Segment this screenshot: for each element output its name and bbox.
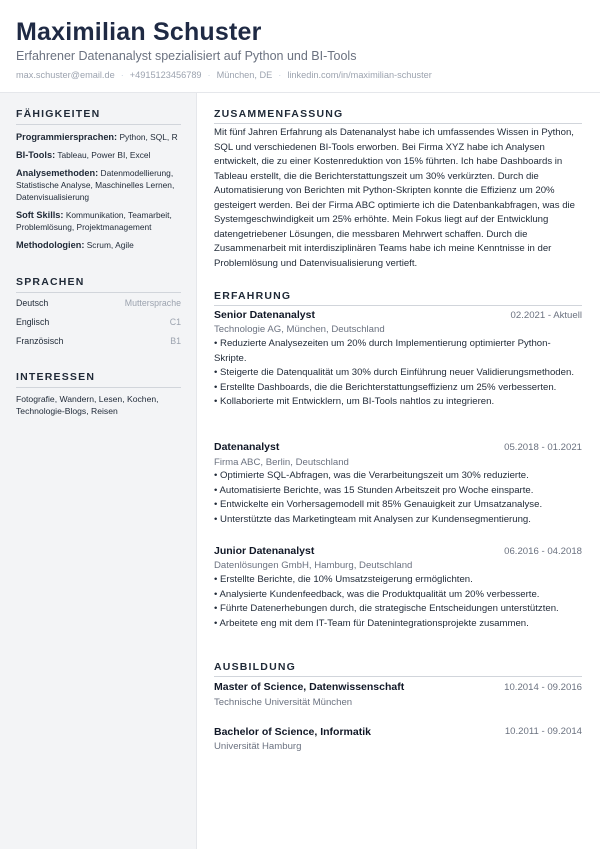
list-item: • Reduzierte Analysezeiten um 20% durch Implementierung optimierter Python-Skripte. <box>214 337 582 366</box>
skill-label: BI-Tools: <box>16 150 56 160</box>
school-name: Universität Hamburg <box>214 741 302 752</box>
sidebar <box>0 93 197 849</box>
list-item: • Steigerte die Datenqualität um 30% durch Einführung neuer Validierungsmethoden. <box>214 366 582 381</box>
divider <box>214 305 582 306</box>
candidate-subtitle: Erfahrener Datenanalyst spezialisiert auf Python und BI-Tools <box>16 49 357 63</box>
language-level: B1 <box>170 336 181 346</box>
language-row <box>16 336 181 346</box>
experience-title: ERFAHRUNG <box>214 290 292 302</box>
skill-label: Analysemethoden: <box>16 168 99 178</box>
job-title: Junior Datenanalyst <box>214 545 315 557</box>
language-level: C1 <box>169 317 181 327</box>
contact-separator: · <box>207 70 211 80</box>
interests-text: Fotografie, Wandern, Lesen, Kochen, Technologie-Blogs, Reisen <box>16 394 159 416</box>
list-item: • Erstellte Dashboards, die die Berichterstattungseffizienz um 25% verbesserten. <box>214 381 582 396</box>
job-title: Senior Datenanalyst <box>214 309 315 321</box>
job-bullets <box>214 337 582 410</box>
job-date: 05.2018 - 01.2021 <box>504 442 582 453</box>
list-item: • Unterstützte das Marketingteam mit Analysen zur Kundensegmentierung. <box>214 513 582 528</box>
skill-item <box>16 149 186 161</box>
skills-title: FÄHIGKEITEN <box>16 108 101 120</box>
language-level: Muttersprache <box>124 298 181 308</box>
skill-value: Kommunikation, Teamarbeit, Problemlösung, Projektmanagement <box>16 210 172 232</box>
resume-header <box>0 0 600 93</box>
candidate-name: Maximilian Schuster <box>16 18 262 46</box>
school-name: Technische Universität München <box>214 697 353 708</box>
skill-value: Scrum, Agile <box>86 240 134 250</box>
job-company: Datenlösungen GmbH, Hamburg, Deutschland <box>214 560 413 571</box>
contact-separator: · <box>120 70 124 80</box>
list-item: • Führte Datenerhebungen durch, die strategische Entscheidungen unterstützten. <box>214 602 582 617</box>
skill-item <box>16 131 186 143</box>
job-title: Datenanalyst <box>214 441 280 453</box>
list-item: • Analysierte Kundenfeedback, was die Produktqualität um 20% verbesserte. <box>214 588 582 603</box>
job-company: Technologie AG, München, Deutschland <box>214 324 385 335</box>
contact-linkedin[interactable]: linkedin.com/in/maximilian-schuster <box>287 70 432 80</box>
list-item: • Arbeitete eng mit dem IT-Team für Datenintegrationsprojekte zusammen. <box>214 617 582 632</box>
summary-text: Mit fünf Jahren Erfahrung als Datenanalyst habe ich umfassendes Wissen in Python, SQL und verschiedenen BI-Tools erworben. Bei Firma XYZ habe ich Analysen entwickelt, die zu einer Kostenreduktion von 15% führten. Ich habe Dashboards in Tableau erstellt, die die Berichterstattungszeit um 30% verkürzten. Durch die Automatisierung von Berichten mit Python-Skripten konnte die Effizienz um 20% gesteigert werden. Bei der Firma ABC optimierte ich die Datenbankabfragen, was die Systemgeschwindigkeit um 25% erhöhte. Mein Fokus liegt auf der Entwicklung datengetriebener Lösungen, die messbaren Mehrwert schaffen. Durch die Zusammenarbeit mit interdisziplinären Teams habe ich meine Kenntnisse in der Problemlösung und Datenvisualisierung vertieft. <box>214 127 576 269</box>
skill-value: Python, SQL, R <box>119 132 178 142</box>
contact-phone[interactable]: +4915123456789 <box>129 70 202 80</box>
divider <box>214 123 582 124</box>
list-item: • Optimierte SQL-Abfragen, was die Verarbeitungszeit um 30% reduzierte. <box>214 469 582 484</box>
divider <box>16 387 181 388</box>
degree-title: Bachelor of Science, Informatik <box>214 726 371 738</box>
divider <box>16 124 181 125</box>
contact-email[interactable]: max.schuster@email.de <box>16 70 115 80</box>
contact-line <box>16 70 432 80</box>
degree-date: 10.2011 - 09.2014 <box>504 726 582 737</box>
divider <box>16 292 181 293</box>
contact-location: München, DE <box>216 70 273 80</box>
job-date: 06.2016 - 04.2018 <box>504 546 582 557</box>
list-item: • Automatisierte Berichte, was 15 Stunden Arbeitszeit pro Woche einsparte. <box>214 484 582 499</box>
list-item: • Entwickelte ein Vorhersagemodell mit 85% Genauigkeit zur Umsatzanalyse. <box>214 498 582 513</box>
skill-item <box>16 209 186 233</box>
job-company: Firma ABC, Berlin, Deutschland <box>214 457 349 468</box>
skill-value: Tableau, Power BI, Excel <box>57 150 151 160</box>
contact-separator: · <box>278 70 282 80</box>
language-name: Deutsch <box>16 298 49 308</box>
skill-label: Programmiersprachen: <box>16 132 118 142</box>
job-bullets <box>214 469 582 527</box>
language-name: Französisch <box>16 336 64 346</box>
list-item: • Erstellte Berichte, die 10% Umsatzsteigerung ermöglichten. <box>214 573 582 588</box>
skill-value: Datenmodellierung, Statistische Analyse, Maschinelles Lernen, Datenvisualisierung <box>16 168 175 202</box>
divider <box>214 676 582 677</box>
degree-date: 10.2014 - 09.2016 <box>504 682 582 693</box>
job-date: 02.2021 - Aktuell <box>510 310 582 321</box>
skill-label: Methodologien: <box>16 240 85 250</box>
skill-label: Soft Skills: <box>16 210 64 220</box>
interests-title: INTERESSEN <box>16 371 96 383</box>
skill-item <box>16 239 186 251</box>
summary-title: ZUSAMMENFASSUNG <box>214 108 344 120</box>
skill-item <box>16 167 186 203</box>
languages-title: SPRACHEN <box>16 276 85 288</box>
job-bullets <box>214 573 582 631</box>
language-name: Englisch <box>16 317 50 327</box>
degree-title: Master of Science, Datenwissenschaft <box>214 681 405 693</box>
language-row <box>16 317 181 327</box>
education-title: AUSBILDUNG <box>214 661 296 673</box>
language-row <box>16 298 181 308</box>
list-item: • Kollaborierte mit Entwicklern, um BI-Tools nahtlos zu integrieren. <box>214 395 582 410</box>
